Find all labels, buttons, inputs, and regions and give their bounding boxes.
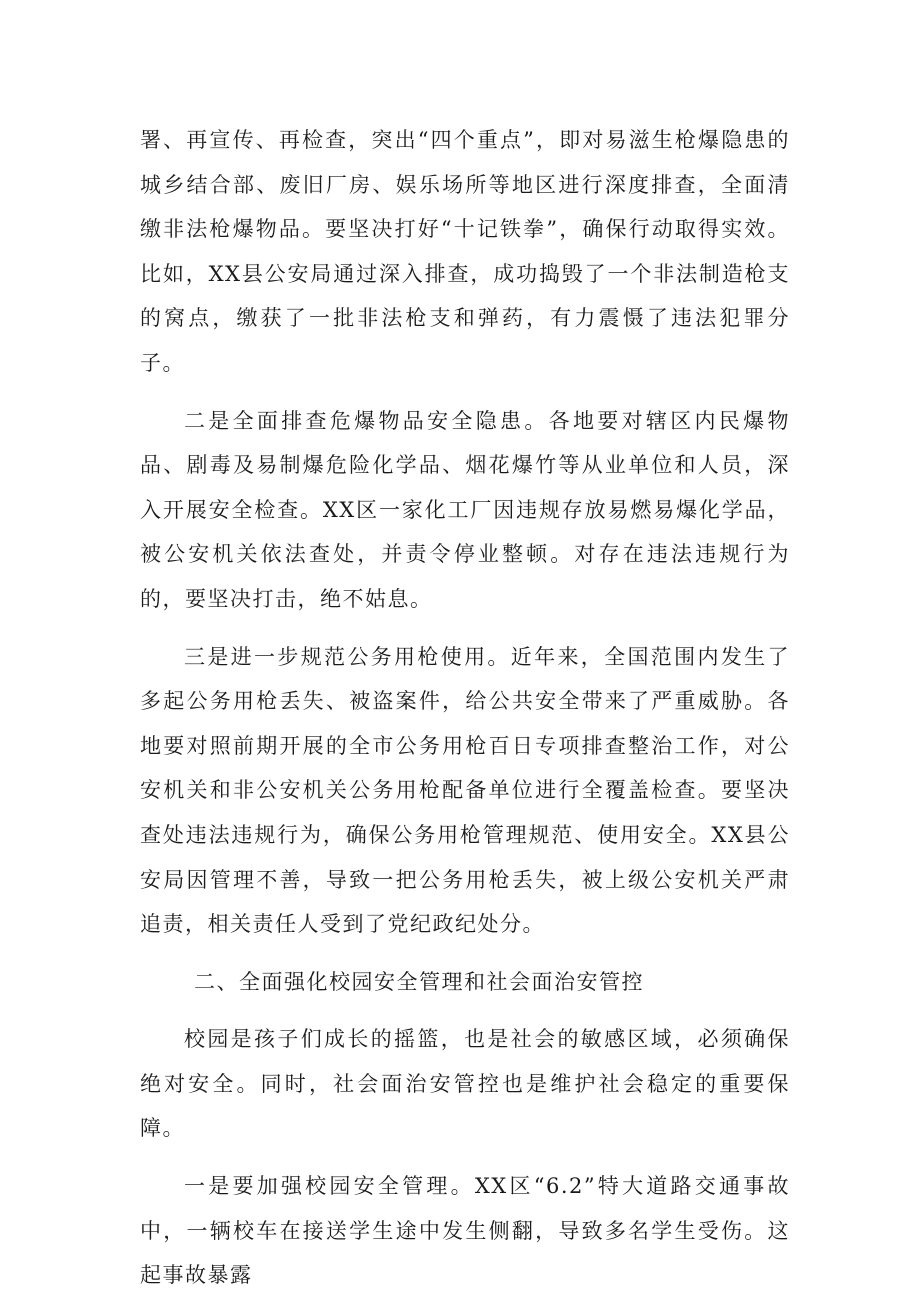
section-heading: 二、全面强化校园安全管理和社会面治安管控 <box>194 969 644 994</box>
paragraph-hazard-inspection: 二是全面排查危爆物品安全隐患。各地要对辖区内民爆物品、剧毒及易制爆危险化学品、烟花爆竹等从业单位和人员，深入开展安全检查。XX区一家化工厂因违规存放易燃易爆化学品，被公安机关依法查处，并责令停业整顿。对存在违法违规行为的，要坚决打击，绝不姑息。 <box>140 408 790 611</box>
paragraph-campus-intro: 校园是孩子们成长的摇篮，也是社会的敏感区域，必须确保绝对安全。同时，社会面治安管控也是维护社会稳定的重要保障。 <box>140 1027 790 1141</box>
paragraph-official-firearms: 三是进一步规范公务用枪使用。近年来，全国范围内发生了多起公务用枪丢失、被盗案件，给公共安全带来了严重威胁。各地要对照前期开展的全市公务用枪百日专项排查整治工作，对公安机关和非公安机关公务用枪配备单位进行全覆盖检查。要坚决查处违法违规行为，确保公务用枪管理规范、使用安全。XX县公安局因管理不善，导致一把公务用枪丢失，被上级公安机关严肃追责，相关责任人受到了党纪政纪处分。 <box>140 644 790 937</box>
paragraph-continued: 署、再宣传、再检查，突出“四个重点”，即对易滋生枪爆隐患的城乡结合部、废旧厂房、娱乐场所等地区进行深度排查，全面清缴非法枪爆物品。要坚决打好“十记铁拳”，确保行动取得实效。比如，XX县公安局通过深入排查，成功捣毁了一个非法制造枪支的窝点，缴获了一批非法枪支和弹药，有力震慑了违法犯罪分子。 <box>140 128 790 375</box>
paragraph-campus-safety: 一是要加强校园安全管理。XX区“6.2”特大道路交通事故中，一辆校车在接送学生途中发生侧翻，导致多名学生受伤。这起事故暴露 <box>140 1174 790 1288</box>
document-body <box>140 118 790 1311</box>
